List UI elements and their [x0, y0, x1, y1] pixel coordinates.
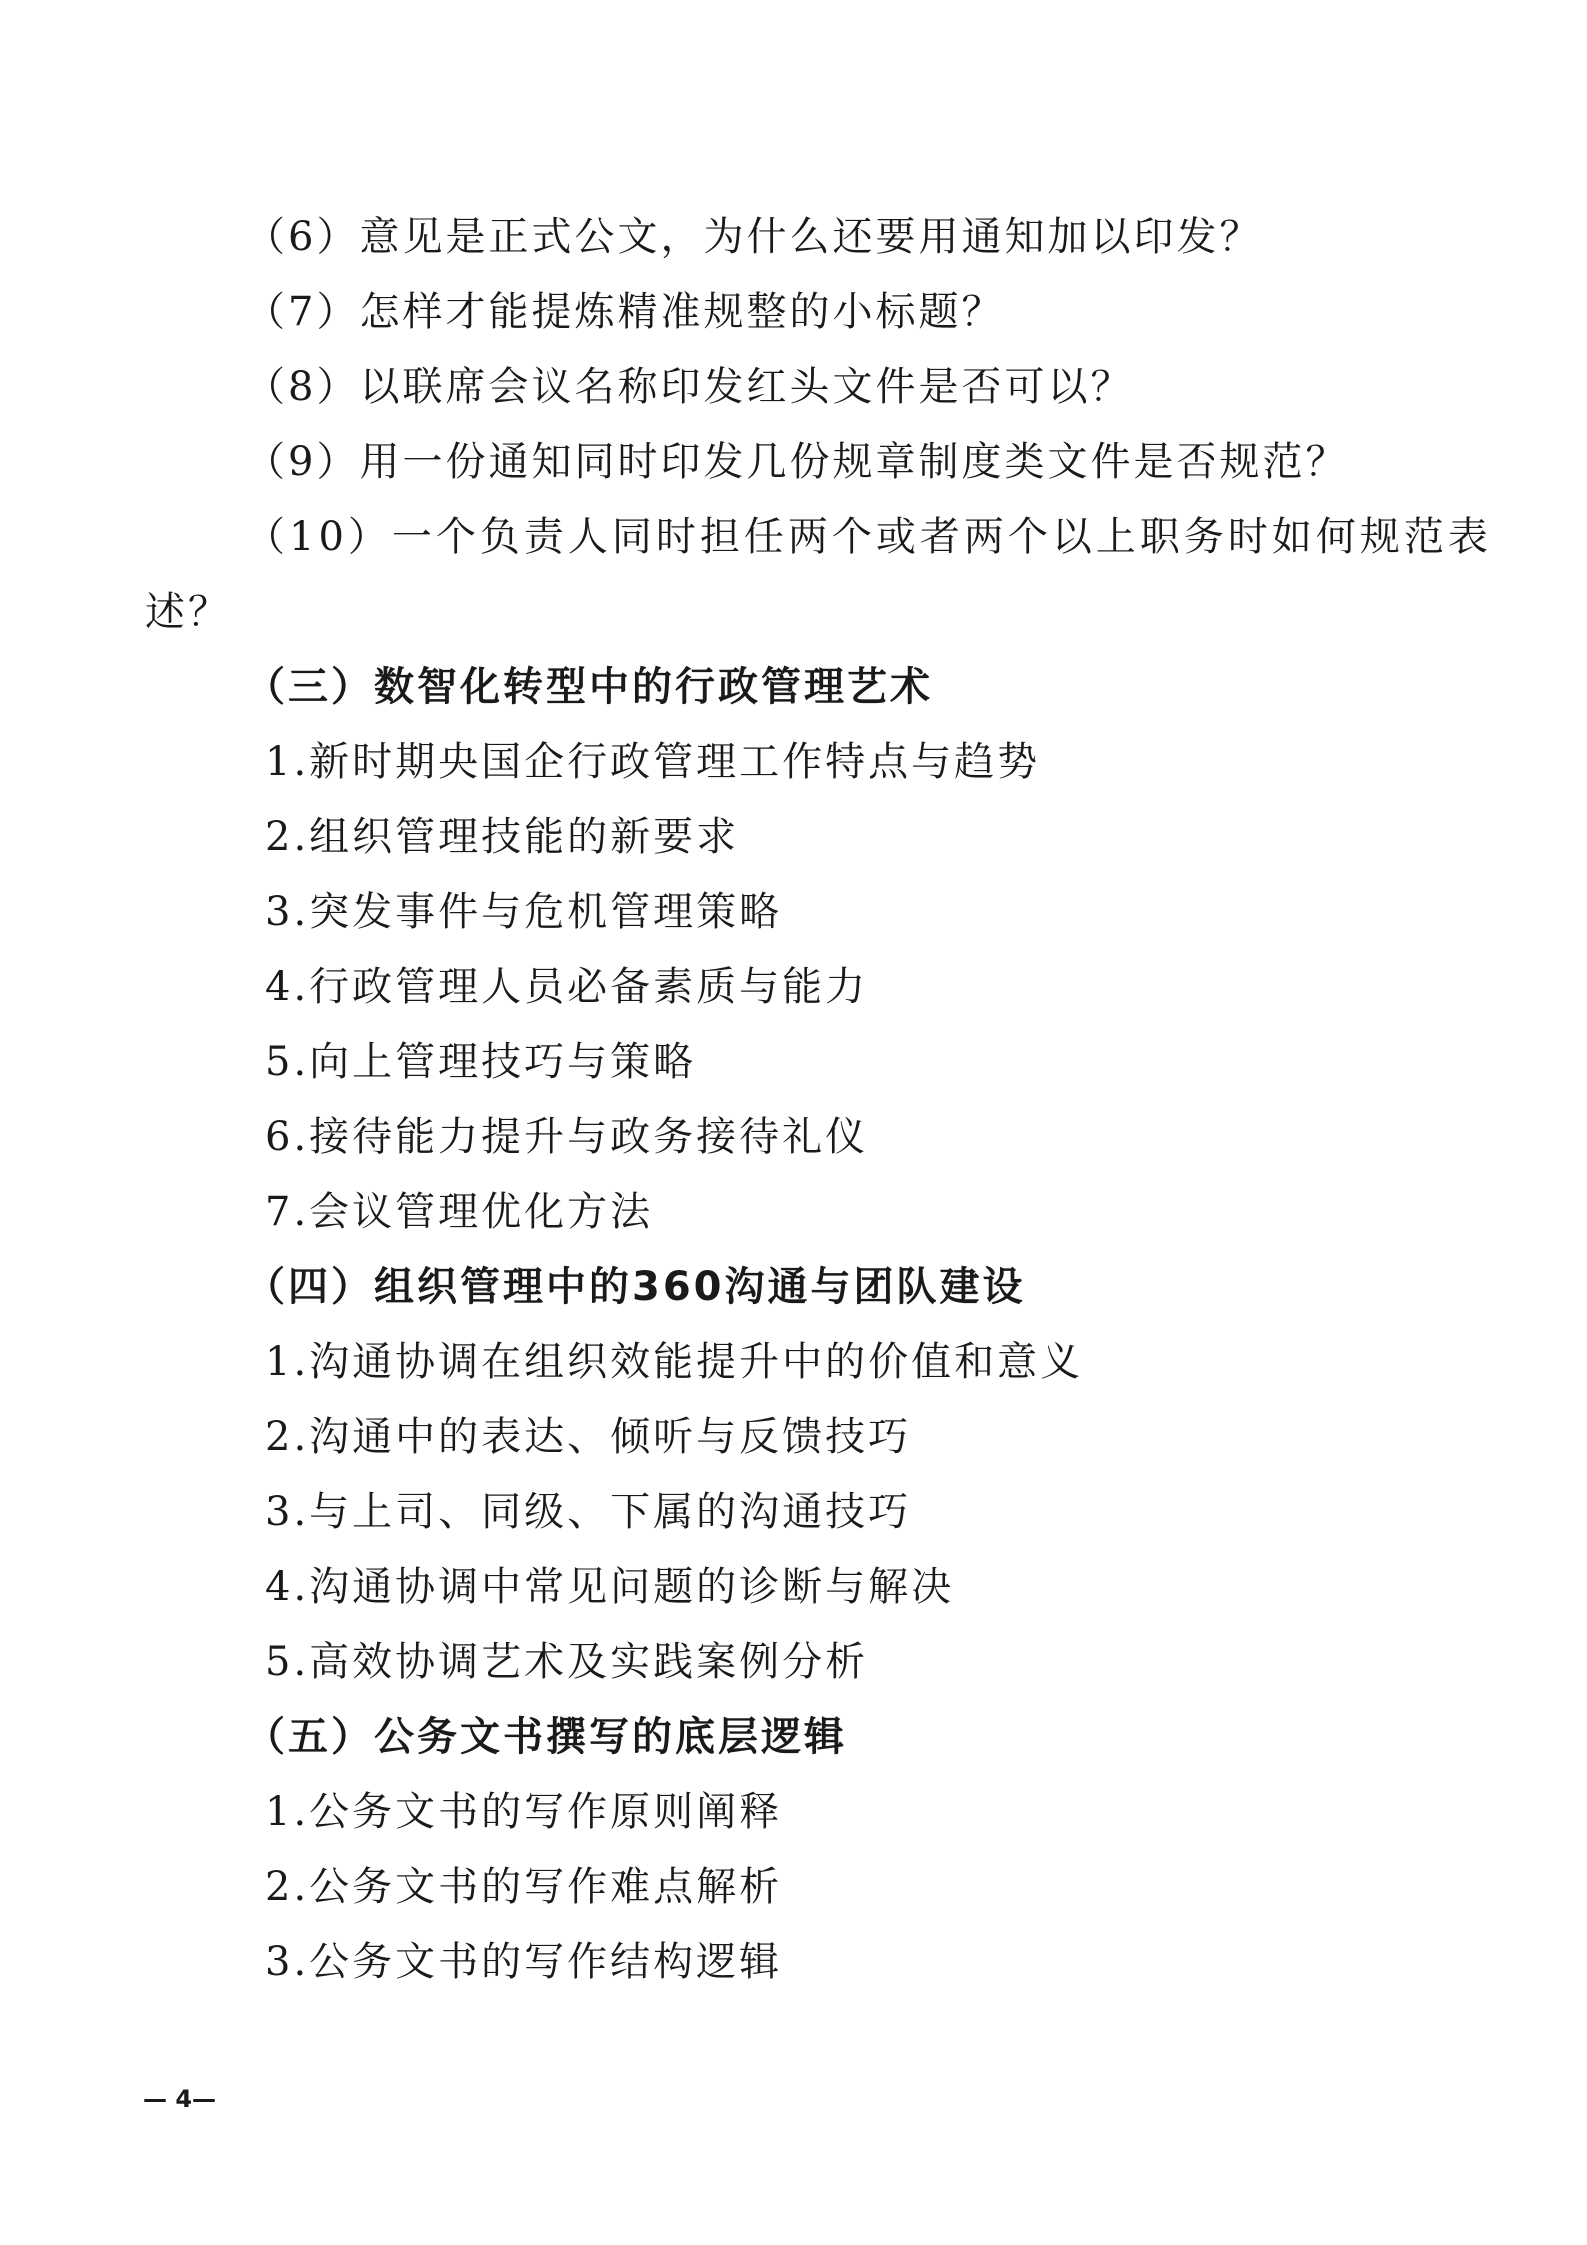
section-5-item-2: 2.公务文书的写作难点解析: [265, 1864, 783, 1910]
section-4-item-3: 3.与上司、同级、下属的沟通技巧: [265, 1489, 912, 1535]
section-5-item-1: 1.公务文书的写作原则阐释: [265, 1789, 783, 1835]
section-3-item-7: 7.会议管理优化方法: [265, 1189, 654, 1235]
section-4-heading: （四）组织管理中的360沟通与团队建设: [245, 1264, 1026, 1310]
section-4-item-1: 1.沟通协调在组织效能提升中的价值和意义: [265, 1339, 1084, 1385]
section-3-item-6: 6.接待能力提升与政务接待礼仪: [265, 1114, 869, 1160]
section-5-item-3: 3.公务文书的写作结构逻辑: [265, 1939, 783, 1985]
page-number: — 4—: [143, 2085, 217, 2113]
question-9: （9）用一份通知同时印发几份规章制度类文件是否规范？: [245, 439, 1349, 485]
question-8: （8）以联席会议名称印发红头文件是否可以？: [245, 364, 1134, 410]
section-4-item-2: 2.沟通中的表达、倾听与反馈技巧: [265, 1414, 912, 1460]
section-3-item-3: 3.突发事件与危机管理策略: [265, 889, 783, 935]
section-4-item-5: 5.高效协调艺术及实践案例分析: [265, 1639, 869, 1685]
section-4-item-4: 4.沟通协调中常见问题的诊断与解决: [265, 1564, 955, 1610]
section-3-heading: （三）数智化转型中的行政管理艺术: [245, 664, 933, 710]
question-10: （10）一个负责人同时担任两个或者两个以上职务时如何规范表: [245, 514, 1492, 560]
section-3-item-2: 2.组织管理技能的新要求: [265, 814, 740, 860]
section-5-heading: （五）公务文书撰写的底层逻辑: [245, 1714, 847, 1760]
question-7: （7）怎样才能提炼精准规整的小标题？: [245, 289, 1005, 335]
section-3-item-5: 5.向上管理技巧与策略: [265, 1039, 697, 1085]
section-3-item-1: 1.新时期央国企行政管理工作特点与趋势: [265, 739, 1041, 785]
question-6: （6）意见是正式公文，为什么还要用通知加以印发？: [245, 214, 1263, 260]
question-10-continuation: 述？: [145, 589, 231, 635]
section-3-item-4: 4.行政管理人员必备素质与能力: [265, 964, 869, 1010]
